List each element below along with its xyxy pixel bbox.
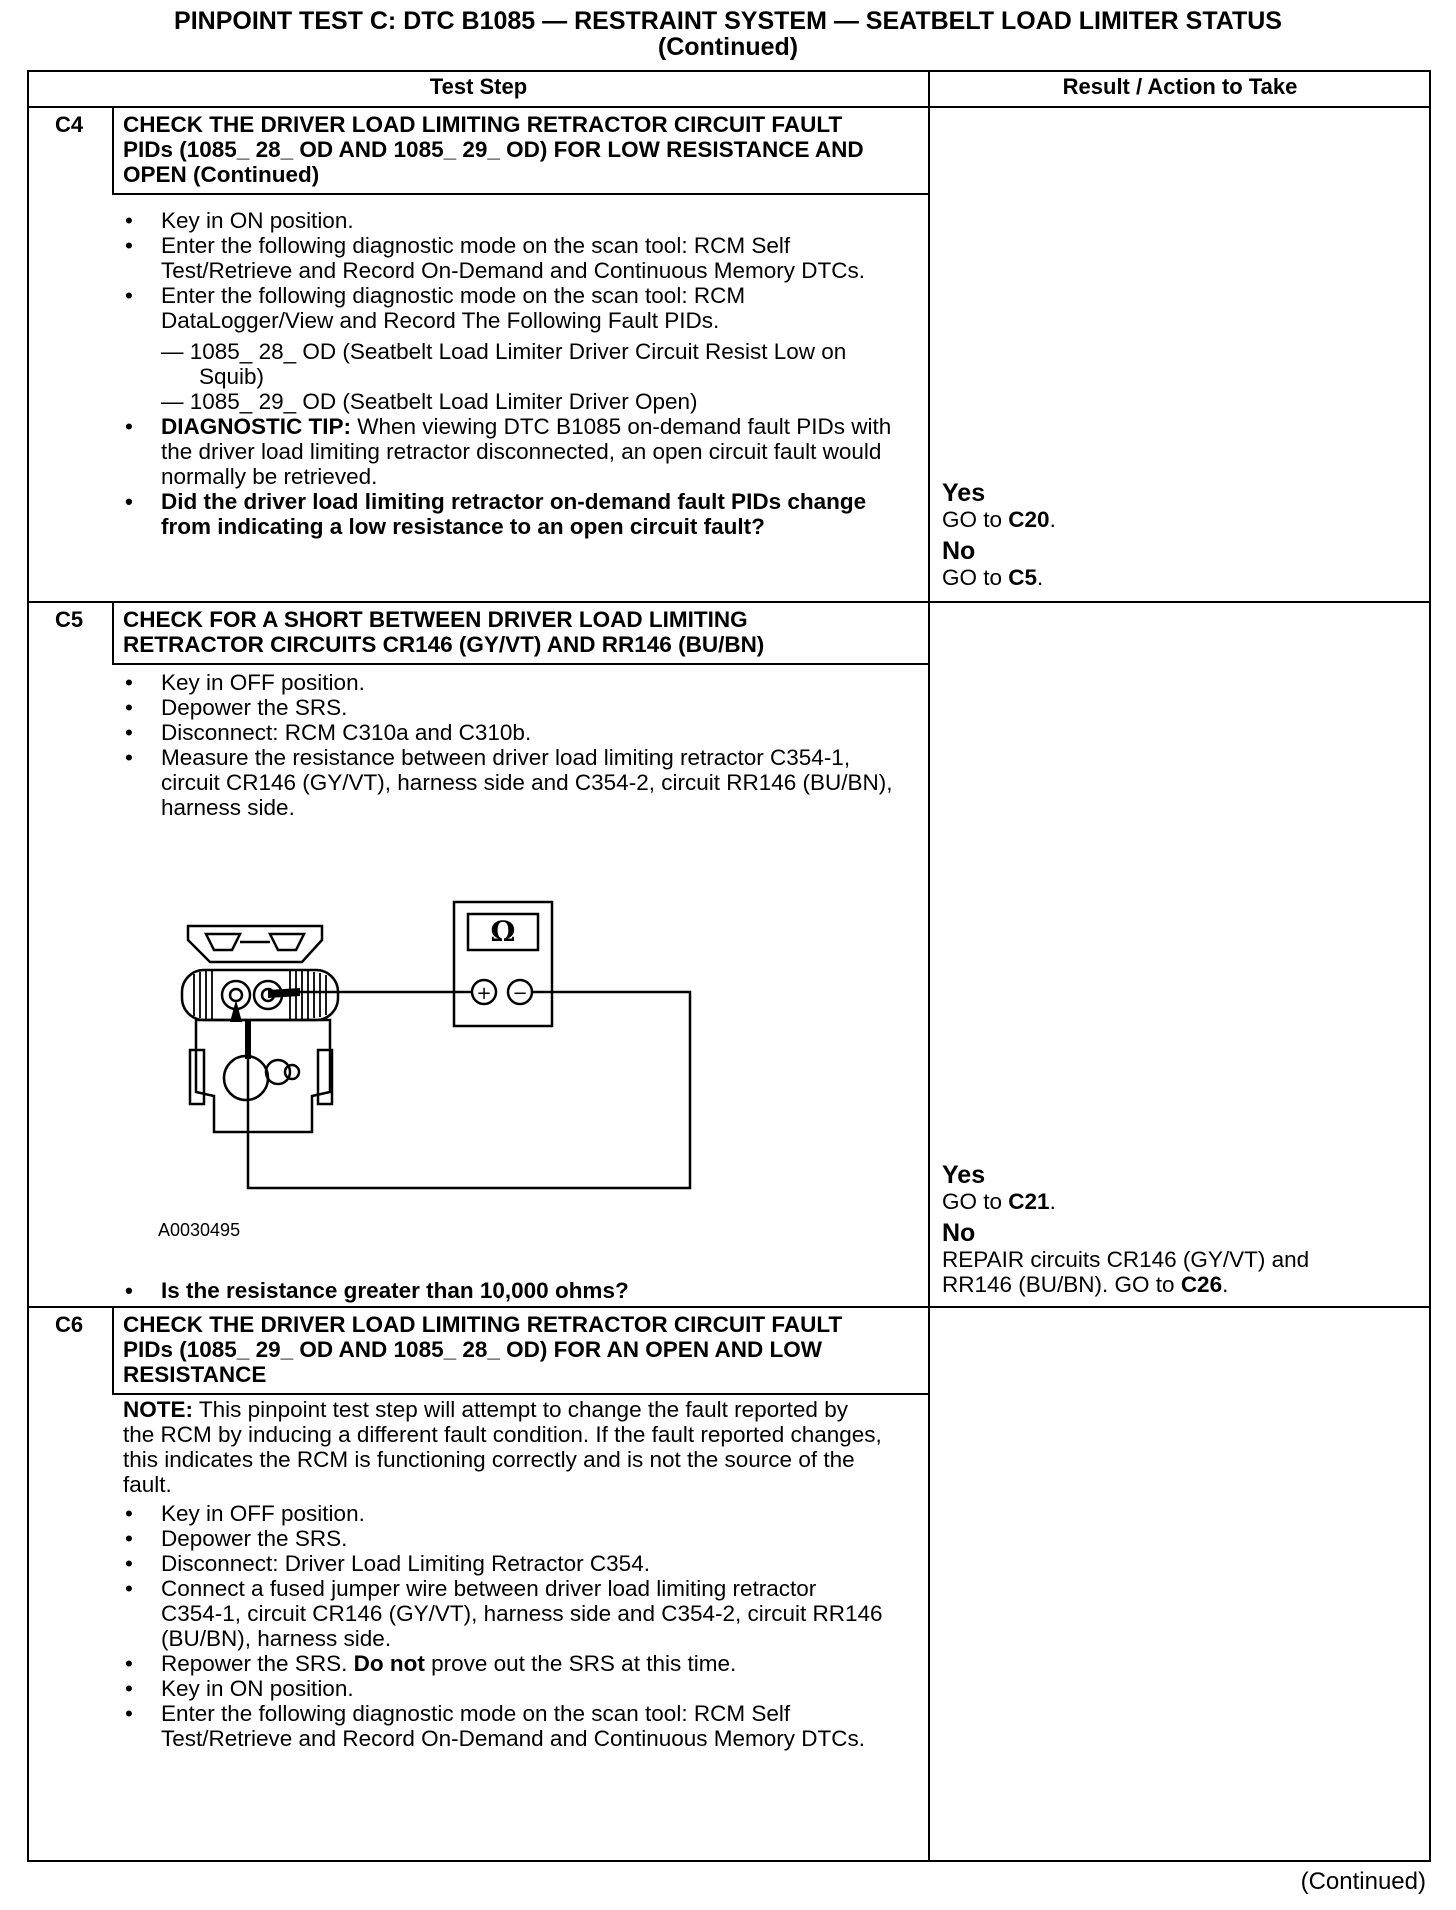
list-item: • Enter the following diagnostic mode on the scan tool: RCM Self Test/Retrieve and Record On-Demand and Continuous Memory DTCs.	[123, 233, 913, 283]
list-item: • Depower the SRS.	[123, 1526, 883, 1551]
step-title-divider	[112, 1393, 930, 1395]
list-item: • Disconnect: Driver Load Limiting Retractor C354.	[123, 1551, 883, 1576]
list-item	[123, 1651, 883, 1676]
result-yes-text: GO to	[942, 1189, 1009, 1214]
step-body-c6	[123, 1397, 883, 1751]
step-title-divider	[112, 193, 930, 195]
row-divider	[27, 1306, 1431, 1308]
list-item: • Enter the following diagnostic mode on the scan tool: RCM Self Test/Retrieve and Record On-Demand and Continuous Memory DTCs.	[123, 1701, 883, 1751]
step-question: • Is the resistance greater than 10,000 ohms?	[123, 1278, 913, 1303]
goto-link-c20[interactable]: C20	[1008, 507, 1050, 532]
list-item: • Key in OFF position.	[123, 1501, 883, 1526]
result-yes-label: Yes	[942, 479, 986, 507]
list-item: • Connect a fused jumper wire between driver load limiting retractor C354-1, circuit CR146 (GY/VT), harness side and C354-2, circuit RR146 (BU/BN), harness side.	[123, 1576, 883, 1651]
step-title-divider	[112, 663, 930, 665]
figure-id: A0030495	[158, 1220, 241, 1240]
fault-pid-item: — 1085_ 28_ OD (Seatbelt Load Limiter Driver Circuit Resist Low on Squib)	[161, 339, 847, 389]
list-item: • Measure the resistance between driver load limiting retractor C354-1, circuit CR146 (GY/VT), harness side and C354-2, circuit RR146 (BU/BN), harness side.	[123, 745, 913, 820]
ohm-symbol: Ω	[490, 915, 516, 948]
list-item: • Disconnect: RCM C310a and C310b.	[123, 720, 913, 745]
goto-link-c5[interactable]: C5	[1008, 565, 1038, 590]
punct: .	[1049, 1189, 1056, 1214]
repower-emphasis: Do not	[353, 1651, 425, 1676]
result-no-text: REPAIR circuits CR146 (GY/VT) and	[942, 1247, 1310, 1272]
connector-meter-illustration	[150, 882, 710, 1202]
result-yes-text: GO to	[942, 507, 1009, 532]
column-header-result: Result / Action to Take	[1062, 74, 1298, 99]
row-divider	[27, 601, 1431, 603]
list-item	[123, 414, 913, 489]
diagnostic-tip-label: DIAGNOSTIC TIP:	[161, 414, 351, 439]
column-header-test-step: Test Step	[429, 74, 528, 99]
step-body-c5	[123, 670, 913, 820]
punct: .	[1222, 1272, 1229, 1297]
step-id-c5: C5	[54, 607, 84, 632]
punct: .	[1037, 565, 1044, 590]
connector-housing	[196, 1020, 330, 1132]
step-question-c5	[123, 1278, 913, 1303]
list-item: • Enter the following diagnostic mode on the scan tool: RCM DataLogger/View and Record The Following Fault PIDs.	[123, 283, 913, 333]
result-yes-label: Yes	[942, 1161, 986, 1189]
result-c4	[942, 480, 1056, 590]
result-c5	[942, 1162, 1309, 1297]
result-no-text: GO to	[942, 565, 1009, 590]
note	[123, 1397, 883, 1497]
step-title-c6: CHECK THE DRIVER LOAD LIMITING RETRACTOR CIRCUIT FAULT PIDs (1085_ 29_ OD AND 1085_ 28_ OD) FOR AN OPEN AND LOW RESISTANCE	[123, 1312, 843, 1387]
plus-label: +	[476, 983, 492, 1004]
repower-text: Repower the SRS.	[161, 1651, 354, 1676]
note-label: NOTE:	[123, 1397, 193, 1422]
step-question: • Did the driver load limiting retractor on-demand fault PIDs change from indicating a low resistance to an open circuit fault?	[123, 489, 913, 539]
column-divider	[928, 70, 930, 1862]
minus-label: −	[512, 983, 528, 1004]
result-no-label: No	[942, 1219, 976, 1247]
header-divider	[27, 106, 1431, 108]
fault-pid-item: — 1085_ 29_ OD (Seatbelt Load Limiter Driver Open)	[161, 389, 698, 414]
list-item: • Depower the SRS.	[123, 695, 913, 720]
step-id-divider	[112, 1306, 114, 1394]
list-item: • Key in ON position.	[123, 208, 913, 233]
step-body-c4	[123, 208, 913, 539]
step-title-c5: CHECK FOR A SHORT BETWEEN DRIVER LOAD LIMITING RETRACTOR CIRCUITS CR146 (GY/VT) AND RR146 (BU/BN)	[123, 607, 765, 657]
punct: .	[1049, 507, 1056, 532]
result-no-text: RR146 (BU/BN). GO to	[942, 1272, 1181, 1297]
list-item: • Key in ON position.	[123, 1676, 883, 1701]
step-id-c6: C6	[54, 1312, 84, 1337]
step-title-c4: CHECK THE DRIVER LOAD LIMITING RETRACTOR CIRCUIT FAULT PIDs (1085_ 28_ OD AND 1085_ 29_ OD) FOR LOW RESISTANCE AND OPEN (Continued)	[123, 112, 864, 187]
step-id-divider	[112, 106, 114, 194]
page-subtitle: (Continued)	[657, 33, 799, 61]
repower-text: prove out the SRS at this time.	[424, 1651, 737, 1676]
note-text: This pinpoint test step will attempt to change the fault reported by the RCM by inducing a different fault condition. If the fault reported changes, this indicates the RCM is functioning correctly and is not the source of the fault.	[123, 1397, 882, 1497]
goto-link-c26[interactable]: C26	[1180, 1272, 1223, 1297]
list-item: • Key in OFF position.	[123, 670, 913, 695]
goto-link-c21[interactable]: C21	[1008, 1189, 1050, 1214]
diagnostic-tip-text: When viewing DTC B1085 on-demand fault PIDs with the driver load limiting retractor disconnected, an open circuit fault would normally be retrieved.	[161, 414, 892, 489]
connector-cap	[188, 926, 322, 962]
page-title: PINPOINT TEST C: DTC B1085 — RESTRAINT SYSTEM — SEATBELT LOAD LIMITER STATUS	[174, 7, 1282, 35]
step-id-divider	[112, 601, 114, 664]
footer-continued: (Continued)	[1300, 1868, 1426, 1895]
result-no-label: No	[942, 537, 976, 565]
negative-lead	[248, 992, 690, 1188]
step-id-c4: C4	[54, 112, 84, 137]
